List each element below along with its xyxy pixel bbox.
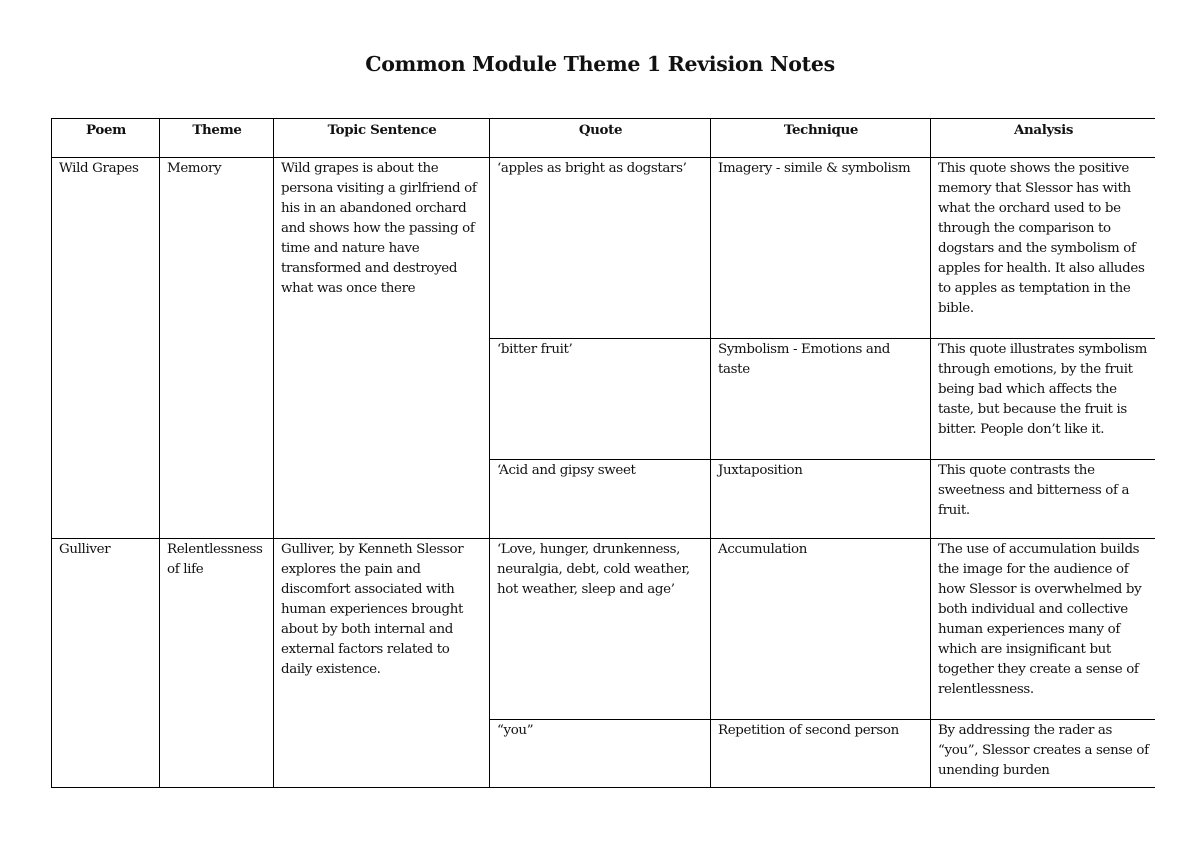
technique-cell: Juxtaposition xyxy=(711,460,931,539)
column-header-topic-sentence: Topic Sentence xyxy=(274,119,490,158)
analysis-cell: By addressing the rader as “you”, Slessor creates a sense of unending burden xyxy=(931,720,1156,789)
column-header-technique: Technique xyxy=(711,119,931,158)
quote-cell: ‘Acid and gipsy sweet xyxy=(490,460,711,539)
quote-cell: ‘bitter fruit’ xyxy=(490,339,711,460)
topic-sentence-cell: Wild grapes is about the persona visiting a girlfriend of his in an abandoned orchard and shows how the passing of time and nature have transformed and destroyed what was once there xyxy=(274,158,490,539)
quote-cell: ‘apples as bright as dogstars’ xyxy=(490,158,711,339)
topic-sentence-cell: Gulliver, by Kenneth Slessor explores the pain and discomfort associated with human experiences brought about by both internal and external factors related to daily existence. xyxy=(274,539,490,789)
table-row xyxy=(52,158,1156,339)
poem-cell: Gulliver xyxy=(52,539,160,789)
analysis-cell: This quote contrasts the sweetness and bitterness of a fruit. xyxy=(931,460,1156,539)
theme-cell: Relentlessness of life xyxy=(160,539,274,789)
technique-cell: Symbolism - Emotions and taste xyxy=(711,339,931,460)
column-header-analysis: Analysis xyxy=(931,119,1156,158)
theme-cell: Memory xyxy=(160,158,274,539)
analysis-cell: This quote shows the positive memory that Slessor has with what the orchard used to be through the comparison to dogstars and the symbolism of apples for health. It also alludes to apples as temptation in the bible. xyxy=(931,158,1156,339)
table-row xyxy=(52,539,1156,720)
column-header-poem: Poem xyxy=(52,119,160,158)
poem-cell: Wild Grapes xyxy=(52,158,160,539)
analysis-cell: The use of accumulation builds the image for the audience of how Slessor is overwhelmed by both individual and collective human experiences many of which are insignificant but together they create a sense of relentlessness. xyxy=(931,539,1156,720)
revision-notes-table xyxy=(51,118,1155,788)
quote-cell: “you” xyxy=(490,720,711,789)
technique-cell: Imagery - simile & symbolism xyxy=(711,158,931,339)
quote-cell: ‘Love, hunger, drunkenness, neuralgia, debt, cold weather, hot weather, sleep and age’ xyxy=(490,539,711,720)
analysis-cell: This quote illustrates symbolism through emotions, by the fruit being bad which affects the taste, but because the fruit is bitter. People don’t like it. xyxy=(931,339,1156,460)
table-header-row xyxy=(52,119,1156,158)
technique-cell: Accumulation xyxy=(711,539,931,720)
technique-cell: Repetition of second person xyxy=(711,720,931,789)
page-title: Common Module Theme 1 Revision Notes xyxy=(365,52,835,76)
revision-notes-table-container xyxy=(51,118,1155,788)
column-header-theme: Theme xyxy=(160,119,274,158)
column-header-quote: Quote xyxy=(490,119,711,158)
